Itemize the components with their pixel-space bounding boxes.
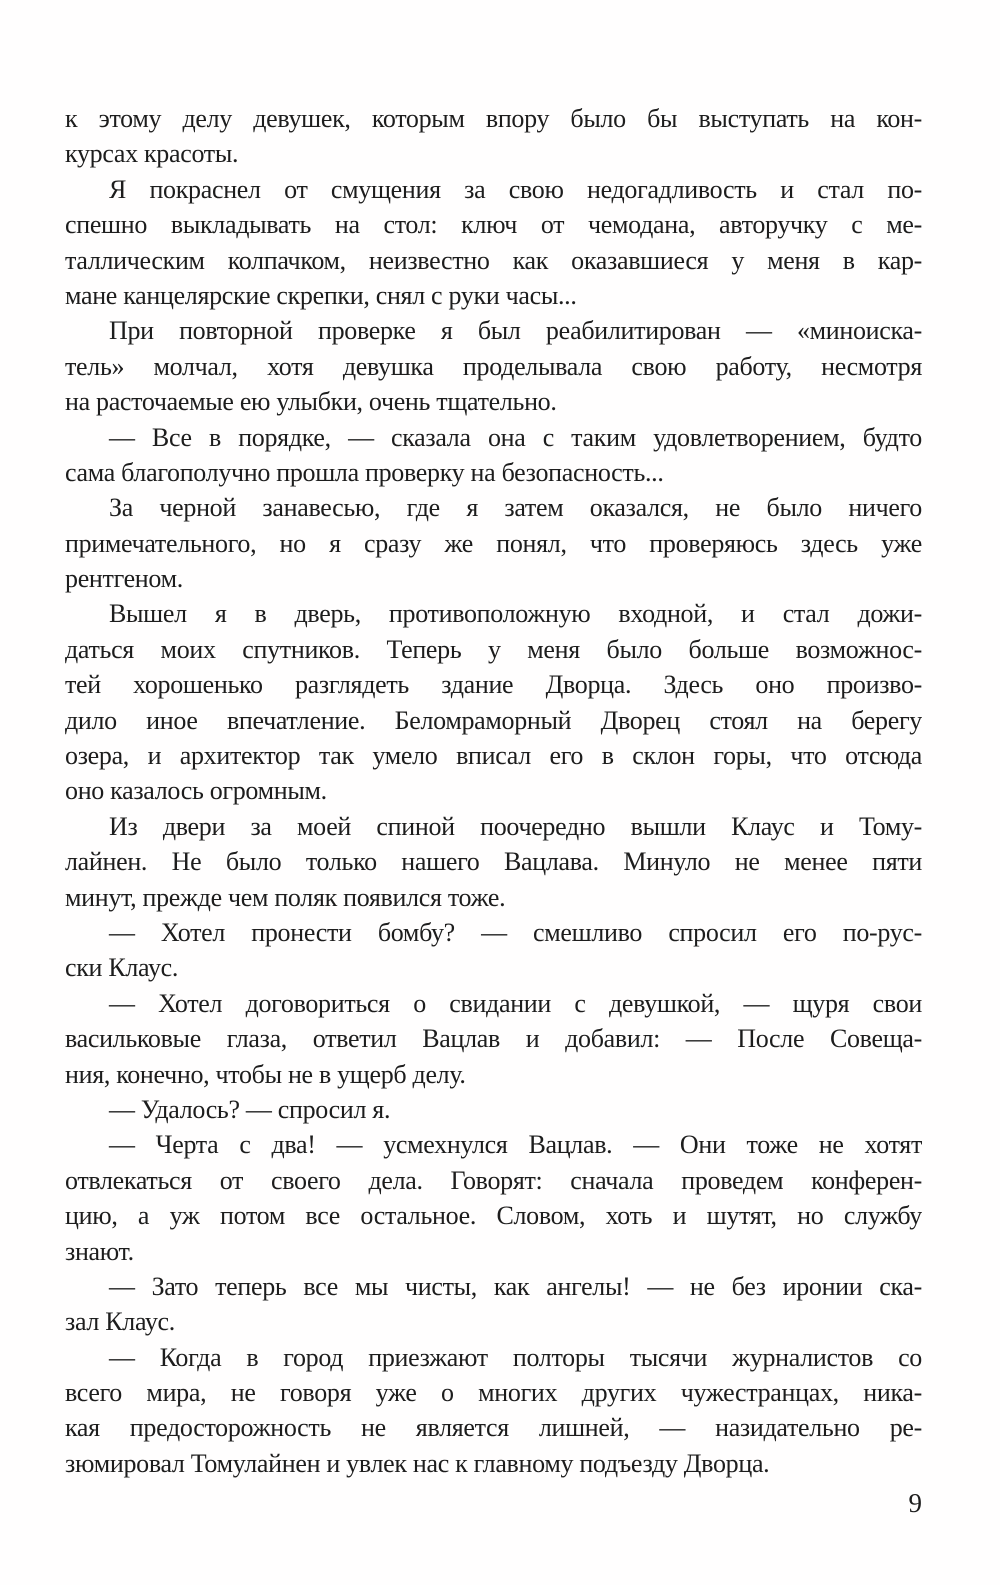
text-line: — Хотел пронести бомбу? — смешливо спросил его по-рус-: [109, 917, 922, 947]
text-line: Из двери за моей спиной поочередно вышли Клаус и Тому-: [109, 811, 922, 841]
text-line: минут, прежде чем поляк появился тоже.: [65, 882, 506, 912]
paragraph: [65, 596, 922, 808]
text-line: курсах красоты.: [65, 139, 239, 169]
text-line: — Хотел договориться о свидании с девушкой, — щуря свои: [109, 988, 922, 1018]
text-line: тей хорошенько разглядеть здание Дворца. Здесь оно произво-: [65, 670, 922, 700]
text-line: мане канцелярские скрепки, снял с руки часы...: [65, 280, 577, 310]
text-line: — Когда в город приезжают полторы тысячи журналистов со: [109, 1342, 922, 1372]
text-line: дило иное впечатление. Беломраморный Дворец стоял на берегу: [65, 705, 922, 735]
text-line: зюмировал Томулайнен и увлек нас к главному подъезду Дворца.: [65, 1448, 770, 1478]
text-line: — Удалось? — спросил я.: [109, 1094, 391, 1124]
text-line: ния, конечно, чтобы не в ущерб делу.: [65, 1059, 466, 1089]
text-line: оно казалось огромным.: [65, 776, 327, 806]
paragraph: [65, 809, 922, 915]
text-line: примечательного, но я сразу же понял, что проверяюсь здесь уже: [65, 528, 922, 558]
text-line: — Черта с два! — усмехнулся Вацлав. — Они тоже не хотят: [109, 1130, 922, 1160]
text-line: даться моих спутников. Теперь у меня было больше возможнос-: [65, 634, 922, 664]
page-text: [65, 101, 922, 1481]
text-line: на расточаемые ею улыбки, очень тщательно.: [65, 387, 557, 417]
text-line: За черной занавесью, где я затем оказался, не было ничего: [109, 493, 922, 523]
paragraph: [65, 1340, 922, 1482]
text-line: сама благополучно прошла проверку на безопасность...: [65, 457, 664, 487]
paragraph: [65, 1092, 922, 1127]
text-line: кая предосторожность не является лишней, — назидательно ре-: [65, 1413, 922, 1443]
text-line: лайнен. Не было только нашего Вацлава. Минуло не менее пяти: [65, 847, 922, 877]
text-line: При повторной проверке я был реабилитирован — «миноиска-: [109, 316, 922, 346]
text-line: — Зато теперь все мы чисты, как ангелы! — не без иронии ска-: [109, 1271, 922, 1301]
paragraph: [65, 420, 922, 491]
text-line: Я покраснел от смущения за свою недогадливость и стал по-: [109, 174, 922, 204]
text-line: спешно выкладывать на стол: ключ от чемодана, авторучку с ме-: [65, 210, 922, 240]
paragraph: [65, 915, 922, 986]
text-line: отвлекаться от своего дела. Говорят: сначала проведем конферен-: [65, 1165, 922, 1195]
paragraph: [65, 490, 922, 596]
paragraph: [65, 313, 922, 419]
text-line: васильковые глаза, ответил Вацлав и добавил: — После Совеща-: [65, 1024, 922, 1054]
paragraph: [65, 172, 922, 314]
text-line: цию, а уж потом все остальное. Словом, хоть и шутят, но службу: [65, 1201, 922, 1231]
paragraph: [65, 986, 922, 1092]
text-line: — Все в порядке, — сказала она с таким удовлетворением, будто: [109, 422, 922, 452]
text-line: озера, и архитектор так умело вписал его в склон горы, что отсюда: [65, 741, 922, 771]
text-line: Вышел я в дверь, противоположную входной, и стал дожи-: [109, 599, 922, 629]
paragraph: [65, 101, 922, 172]
text-line: знают.: [65, 1236, 134, 1266]
text-line: к этому делу девушек, которым впору было бы выступать на кон-: [65, 104, 922, 133]
text-line: рентгеном.: [65, 564, 183, 594]
paragraph: [65, 1127, 922, 1269]
paragraph: [65, 1269, 922, 1340]
text-line: ски Клаус.: [65, 953, 179, 983]
text-line: всего мира, не говоря уже о многих других чужестранцах, ника-: [65, 1378, 922, 1408]
text-line: зал Клаус.: [65, 1307, 175, 1337]
text-line: таллическим колпачком, неизвестно как оказавшиеся у меня в кар-: [65, 245, 922, 275]
text-line: тель» молчал, хотя девушка проделывала свою работу, несмотря: [65, 351, 922, 381]
page-number: 9: [908, 1488, 922, 1518]
